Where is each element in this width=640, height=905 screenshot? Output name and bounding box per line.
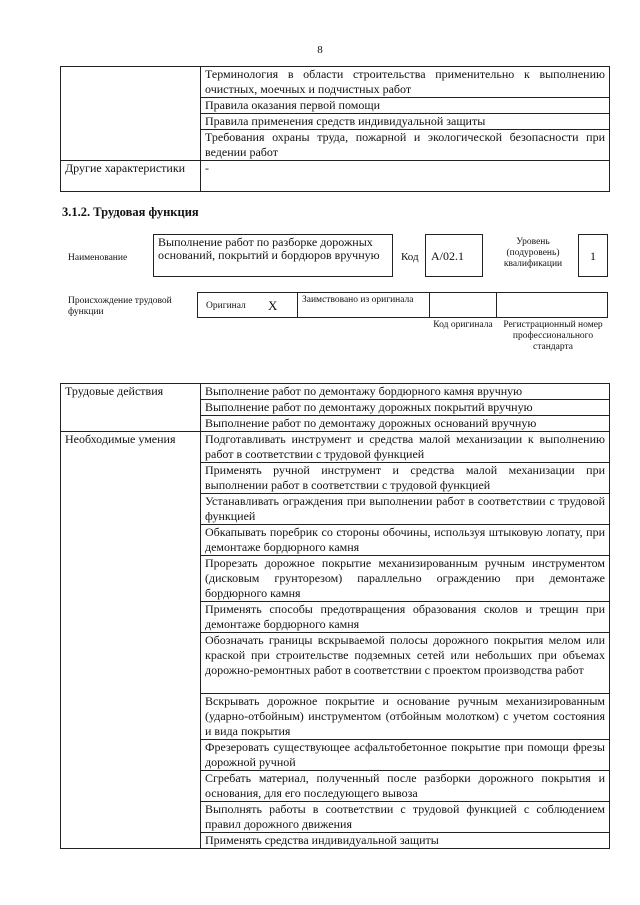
borrowed-label: Заимствовано из оригинала	[302, 295, 414, 305]
table-cell: Терминология в области строительства применительно к выполнению очистных, моечных и подчистных работ	[201, 67, 610, 98]
labor-function-table	[60, 383, 610, 849]
skill-item: Прорезать дорожное покрытие механизированным ручным инструментом (дисковым грунторезом) параллельно ограждению при демонтаже бордюрного камня	[201, 556, 610, 602]
function-code: А/02.1	[431, 249, 464, 263]
skill-item: Подготавливать инструмент и средства малой механизации к выполнению работ в соответствии с трудовой функцией	[201, 432, 610, 463]
original-label: Оригинал	[206, 301, 246, 311]
table-cell: Правила применения средств индивидуальной защиты	[201, 114, 610, 130]
skill-item: Выполнять работы в соответствии с трудовой функцией с соблюдением правил дорожного движения	[201, 802, 610, 833]
table-row	[61, 384, 610, 400]
skill-item: Обкапывать поребрик со стороны обочины, используя штыковую лопату, при демонтаже бордюрного камня	[201, 525, 610, 556]
table-row	[61, 161, 610, 192]
table-row	[61, 67, 610, 98]
reg-number-caption: Регистрационный номер профессионального стандарта	[503, 320, 603, 352]
original-mark: X	[268, 298, 278, 313]
skills-label: Необходимые умения	[61, 432, 201, 849]
page-number: 8	[317, 44, 323, 56]
labor-action: Выполнение работ по демонтажу дорожных покрытий вручную	[201, 400, 610, 416]
orig-code-caption: Код оригинала	[433, 320, 493, 330]
table-cell-label	[61, 67, 201, 161]
skill-item: Применять способы предотвращения образования сколов и трещин при демонтаже бордюрного камня	[201, 602, 610, 633]
level-label: Уровень (подуровень) квалификации	[503, 237, 563, 269]
skill-item: Устанавливать ограждения при выполнении работ в соответствии с трудовой функцией	[201, 494, 610, 525]
code-label: Код	[401, 251, 419, 263]
level-box	[578, 234, 608, 277]
skill-item: Обозначать границы вскрываемой полосы дорожного покрытия мелом или краской при строительстве подземных сетей или небольших при объемах дорожно-ремонтных работ в соответствии с проектом производства работ	[201, 633, 610, 694]
labor-action: Выполнение работ по демонтажу бордюрного камня вручную	[201, 384, 610, 400]
function-name: Выполнение работ по разборке дорожных оснований, покрытий и бордюров вручную	[158, 235, 380, 262]
table-cell: Требования охраны труда, пожарной и экологической безопасности при ведении работ	[201, 130, 610, 161]
skill-item: Применять средства индивидуальной защиты	[201, 833, 610, 849]
skill-item: Применять ручной инструмент и средства малой механизации при выполнении работ в соответствии с трудовой функцией	[201, 463, 610, 494]
table-cell: -	[201, 161, 610, 192]
divider	[429, 293, 430, 317]
function-name-box	[153, 234, 393, 277]
section-title: 3.1.2. Трудовая функция	[62, 205, 199, 219]
skill-item: Сгребать материал, полученный после разборки дорожного покрытия и основания, для его последующего вывоза	[201, 771, 610, 802]
level-value: 1	[590, 249, 596, 263]
origin-label: Происхождение трудовой функции	[68, 296, 172, 317]
knowledge-table	[60, 66, 610, 192]
labor-actions-label: Трудовые действия	[61, 384, 201, 432]
name-label: Наименование	[68, 253, 128, 263]
divider	[496, 293, 497, 317]
origin-row	[197, 292, 608, 318]
divider	[297, 293, 298, 317]
table-cell: Правила оказания первой помощи	[201, 98, 610, 114]
labor-action: Выполнение работ по демонтажу дорожных оснований вручную	[201, 416, 610, 432]
function-code-box	[425, 234, 483, 277]
skill-item: Вскрывать дорожное покрытие и основание ручным механизированным (ударно-отбойным) инструментом (отбойным молотком) с учетом состояния и вида покрытия	[201, 694, 610, 740]
skill-item: Фрезеровать существующее асфальтобетонное покрытие при помощи фрезы дорожной ручной	[201, 740, 610, 771]
table-cell-label: Другие характеристики	[61, 161, 201, 192]
table-row	[61, 432, 610, 463]
